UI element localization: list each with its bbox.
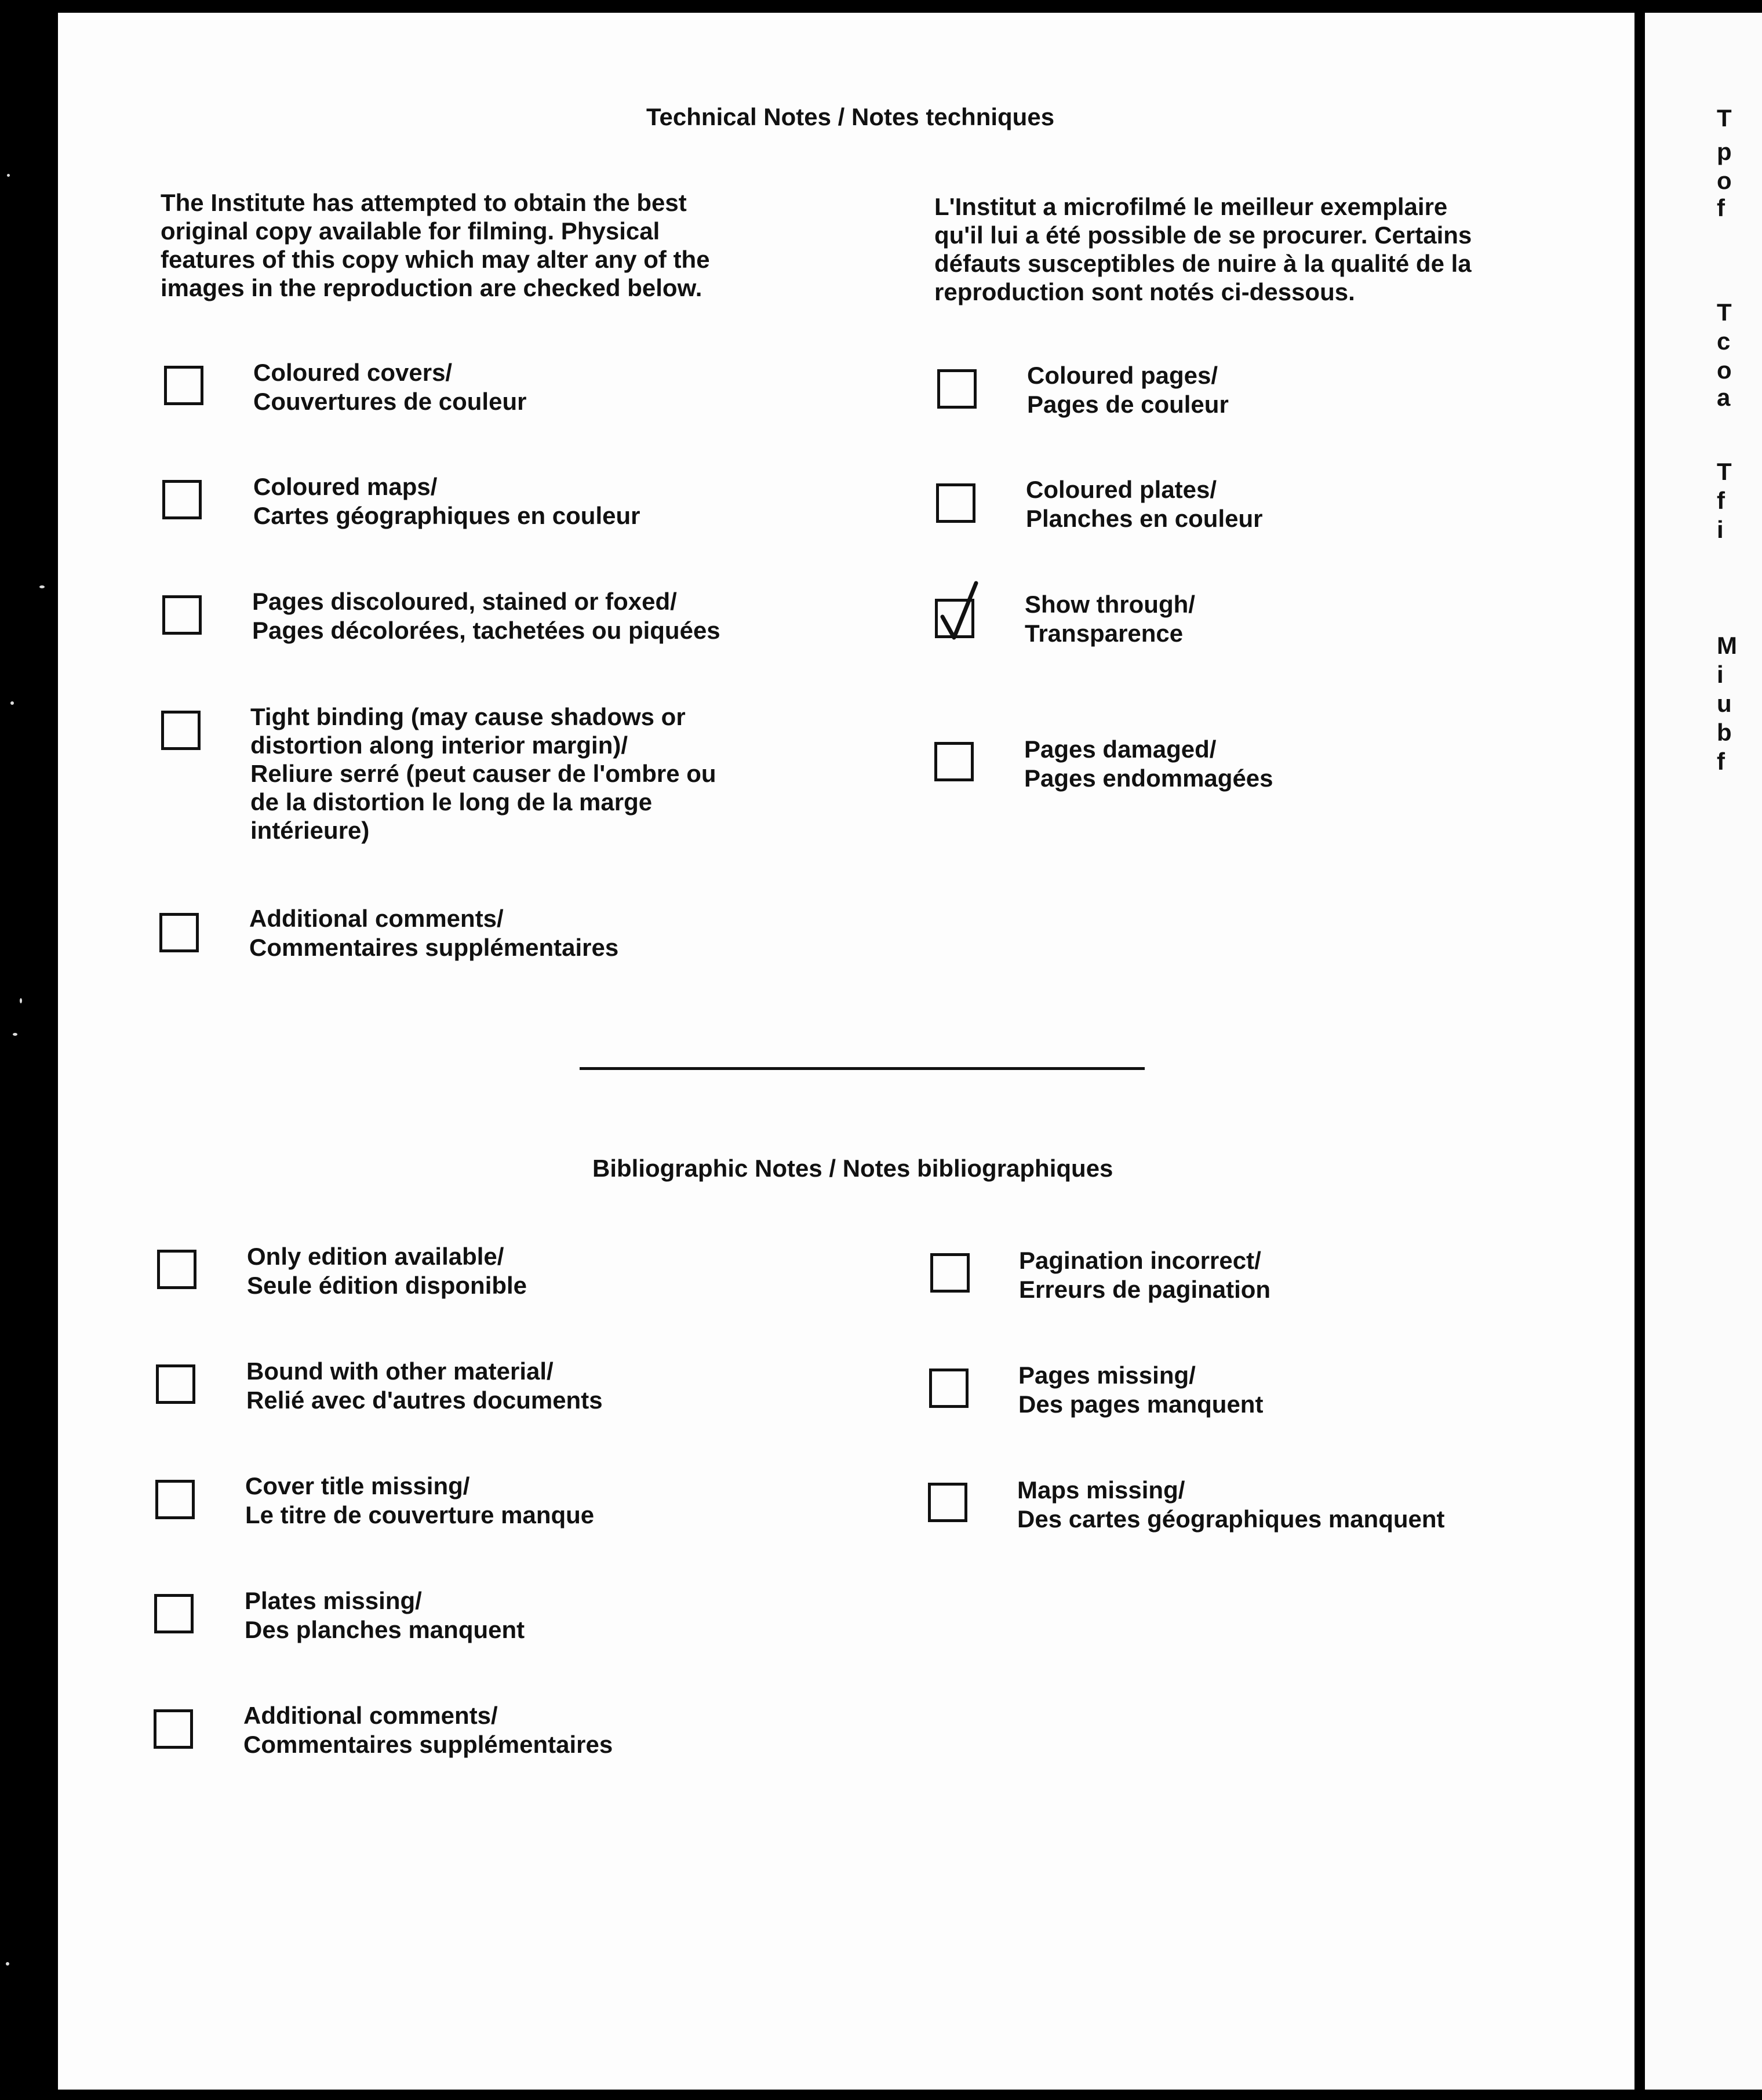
item-label-line: Show through/	[1025, 591, 1195, 618]
fragment-char: f	[1717, 487, 1725, 514]
fragment-char: b	[1717, 719, 1732, 746]
item-label-line: Coloured pages/	[1027, 362, 1218, 389]
intro-en-line: images in the reproduction are checked below.	[161, 274, 702, 301]
checkbox-coloured-covers[interactable]	[164, 366, 203, 405]
scan-speck	[39, 585, 45, 588]
checkbox-pagination-incorrect[interactable]	[930, 1253, 970, 1293]
item-label-line: Only edition available/	[247, 1243, 504, 1270]
item-label-line: Pagination incorrect/	[1019, 1247, 1261, 1274]
checkbox-coloured-pages[interactable]	[937, 369, 977, 409]
fragment-char: a	[1717, 384, 1731, 411]
item-label-line: Additional comments/	[243, 1702, 498, 1729]
item-label-line: Relié avec d'autres documents	[246, 1386, 603, 1414]
intro-fr-line: reproduction sont notés ci-dessous.	[934, 278, 1355, 305]
item-label-line: Pages endommagées	[1024, 765, 1273, 792]
scan-speck	[13, 1033, 17, 1036]
fragment-char: p	[1717, 138, 1732, 165]
checkbox-tight-binding[interactable]	[161, 711, 201, 750]
fragment-char: o	[1717, 356, 1732, 384]
scan-speck	[10, 701, 14, 705]
item-label-line: Erreurs de pagination	[1019, 1276, 1271, 1303]
fragment-char: i	[1717, 661, 1724, 688]
fragment-char: i	[1717, 516, 1724, 543]
bibliographic-notes-heading: Bibliographic Notes / Notes bibliographiques	[592, 1155, 1113, 1182]
fragment-char: T	[1717, 458, 1732, 485]
item-label-line: Pages de couleur	[1027, 391, 1229, 418]
item-label-line: Coloured plates/	[1026, 476, 1217, 503]
item-label-line: Planches en couleur	[1026, 505, 1263, 532]
item-label-line: de la distortion le long de la marge	[250, 788, 653, 816]
item-label-line: Couvertures de couleur	[253, 388, 527, 415]
scan-speck	[20, 998, 22, 1003]
intro-fr-line: qu'il lui a été possible de se procurer. Certains	[934, 221, 1472, 249]
intro-en-line: The Institute has attempted to obtain the best	[161, 189, 687, 216]
item-label-line: Pages décolorées, tachetées ou piquées	[252, 617, 720, 644]
checkbox-bound-with[interactable]	[156, 1364, 195, 1404]
item-label-line: intérieure)	[250, 817, 370, 844]
item-label-line: Cartes géographiques en couleur	[253, 502, 640, 529]
technical-notes-heading: Technical Notes / Notes techniques	[646, 103, 1055, 130]
intro-fr-line: défauts susceptibles de nuire à la qualité de la	[934, 250, 1472, 277]
intro-fr-line: L'Institut a microfilmé le meilleur exemplaire	[934, 193, 1448, 220]
item-label-line: Coloured maps/	[253, 473, 438, 500]
checkbox-maps-missing[interactable]	[928, 1483, 967, 1522]
fragment-char: T	[1717, 299, 1732, 326]
checkbox-additional-comments[interactable]	[159, 913, 199, 952]
item-label-line: Pages missing/	[1018, 1362, 1196, 1389]
fragment-char: f	[1717, 194, 1725, 221]
item-label-line: Seule édition disponible	[247, 1272, 527, 1299]
item-label-line: Commentaires supplémentaires	[243, 1731, 613, 1758]
item-label-line: Bound with other material/	[246, 1357, 554, 1385]
item-label-line: Des pages manquent	[1018, 1391, 1264, 1418]
item-label-line: Pages discoloured, stained or foxed/	[252, 588, 677, 615]
scan-speck	[6, 1962, 9, 1966]
scan-speck	[7, 174, 10, 177]
intro-en-line: original copy available for filming. Physical	[161, 217, 660, 245]
item-label-line: Des cartes géographiques manquent	[1017, 1505, 1445, 1533]
checkbox-coloured-plates[interactable]	[936, 483, 975, 523]
item-label-line: Tight binding (may cause shadows or	[250, 703, 686, 730]
item-label-line: Des planches manquent	[245, 1616, 525, 1643]
checkbox-cover-title-missing[interactable]	[155, 1480, 195, 1519]
checkbox-pages-damaged[interactable]	[934, 742, 974, 781]
item-label-line: Transparence	[1025, 620, 1184, 647]
section-divider	[580, 1067, 1145, 1070]
checkbox-only-edition[interactable]	[157, 1250, 196, 1289]
fragment-char: T	[1717, 104, 1732, 132]
item-label-line: Cover title missing/	[245, 1472, 470, 1500]
item-label-line: distortion along interior margin)/	[250, 731, 628, 759]
item-label-line: Reliure serré (peut causer de l'ombre ou	[250, 760, 716, 787]
fragment-char: c	[1717, 327, 1731, 355]
checkbox-biblio-additional-comments[interactable]	[154, 1709, 193, 1749]
fragment-char: u	[1717, 690, 1732, 717]
checkbox-pages-missing[interactable]	[929, 1369, 969, 1408]
item-label-line: Coloured covers/	[253, 359, 453, 386]
checkbox-show-through[interactable]	[935, 599, 974, 638]
item-label-line: Additional comments/	[249, 905, 504, 932]
document-page	[58, 13, 1634, 2090]
item-label-line: Le titre de couverture manque	[245, 1501, 595, 1528]
checkbox-plates-missing[interactable]	[154, 1594, 194, 1633]
intro-en-line: features of this copy which may alter any of the	[161, 246, 710, 273]
item-label-line: Maps missing/	[1017, 1476, 1185, 1504]
fragment-char: f	[1717, 748, 1725, 775]
item-label-line: Commentaires supplémentaires	[249, 934, 619, 961]
checkbox-pages-discoloured[interactable]	[162, 595, 202, 635]
fragment-char: M	[1717, 632, 1737, 659]
adjacent-page-edge	[1645, 13, 1762, 2090]
item-label-line: Plates missing/	[245, 1587, 422, 1614]
item-label-line: Pages damaged/	[1024, 736, 1217, 763]
fragment-char: o	[1717, 167, 1732, 194]
checkbox-coloured-maps[interactable]	[162, 480, 202, 519]
checkmark-icon	[934, 581, 992, 645]
